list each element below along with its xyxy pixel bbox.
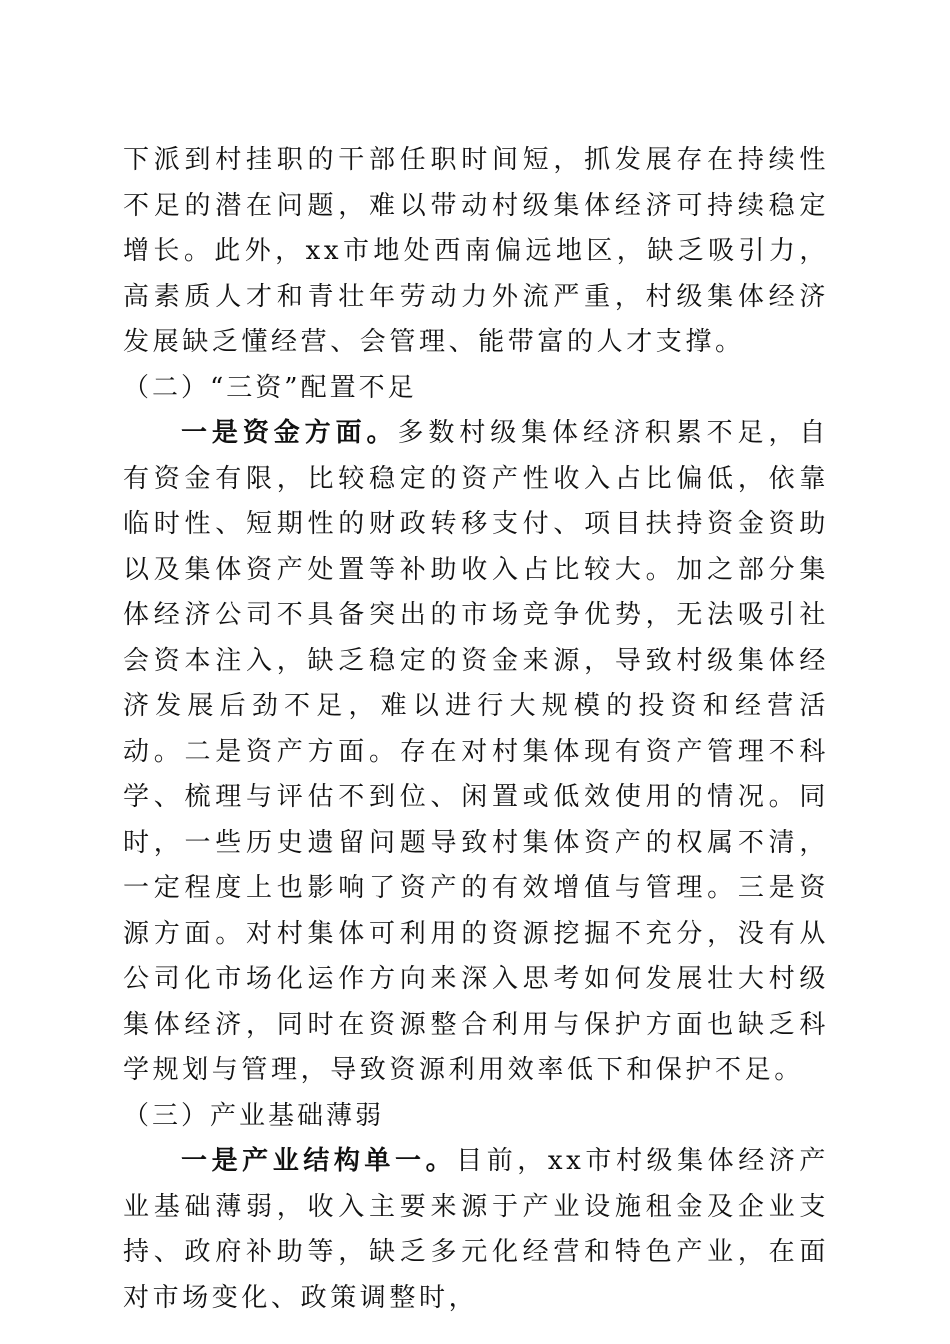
paragraph-resources-text: 多数村级集体经济积累不足，自有资金有限，比较稳定的资产性收入占比偏低，依靠临时性、短期性的财政转移支付、项目扶持资金资助以及集体资产处置等补助收入占比较大。加之部分集体经济公司不具备突出的市场竞争优势，无法吸引社会资本注入，缺乏稳定的资金来源，导致村级集体经济发展后劲不足，难以进行大规模的投资和经营活动。二是资产方面。存在对村集体现有资产管理不科学、梳理与评估不到位、闲置或低效使用的情况。同时，一些历史遗留问题导致村集体资产的权属不清，一定程度上也影响了资产的有效增值与管理。三是资源方面。对村集体可利用的资源挖掘不充分，没有从公司化市场化运作方向来深入思考如何发展壮大村级集体经济，同时在资源整合利用与保护方面也缺乏科学规划与管理，导致资源利用效率低下和保护不足。 [123, 418, 829, 1085]
section-heading-industry: （三）产业基础薄弱 [123, 1100, 385, 1131]
section-heading-resources: （二）“三资”配置不足 [123, 372, 417, 403]
paragraph-lead-funds: 一是资金方面。 [181, 418, 398, 448]
paragraph-industry [123, 1139, 829, 1321]
document-body [123, 138, 829, 1321]
paragraph-industry-text: 目前，xx市村级集体经济产业基础薄弱，收入主要来源于产业设施租金及企业支持、政府补助等，缺乏多元化经营和特色产业，在面对市场变化、政策调整时， [123, 1146, 829, 1313]
paragraph-lead-industry: 一是产业结构单一。 [181, 1146, 457, 1176]
paragraph-resources [123, 411, 829, 1094]
paragraph-talent-shortage: 下派到村挂职的干部任职时间短，抓发展存在持续性不足的潜在问题，难以带动村级集体经济可持续稳定增长。此外，xx市地处西南偏远地区，缺乏吸引力，高素质人才和青壮年劳动力外流严重，村级集体经济发展缺乏懂经营、会管理、能带富的人才支撑。 [123, 145, 829, 357]
